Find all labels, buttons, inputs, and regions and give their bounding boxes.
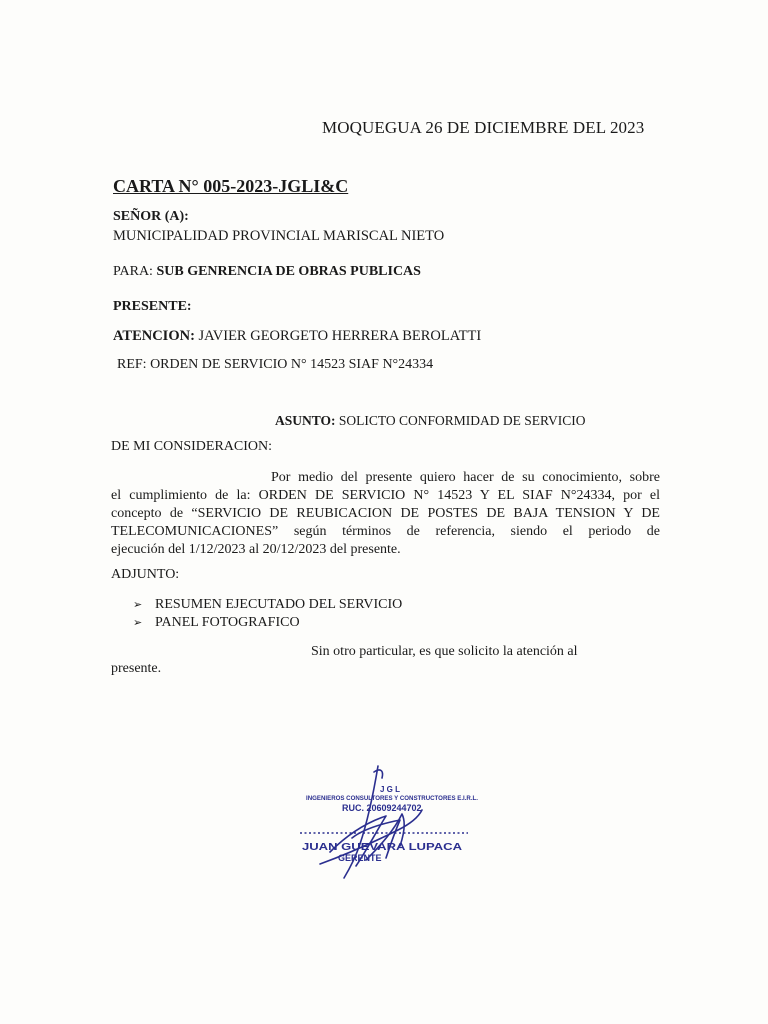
letter-number: CARTA N° 005-2023-JGLI&C bbox=[113, 176, 349, 196]
recipient-name: MUNICIPALIDAD PROVINCIAL MARISCAL NIETO bbox=[113, 228, 445, 244]
list-item-label: RESUMEN EJECUTADO DEL SERVICIO bbox=[155, 597, 403, 612]
stamp-ruc: RUC. 20609244702 bbox=[342, 803, 422, 813]
attachments-list bbox=[133, 596, 402, 632]
arrow-bullet-icon: ➢ bbox=[133, 616, 143, 629]
attachments-label: ADJUNTO: bbox=[111, 567, 180, 582]
recipient-label: SEÑOR (A): bbox=[113, 209, 189, 224]
to-line bbox=[113, 264, 421, 280]
body-line: Por medio del presente quiero hacer de su conocimiento, sobre bbox=[271, 470, 660, 485]
stamp-company-short: J G L bbox=[379, 785, 401, 794]
closing-line-1: Sin otro particular, es que solicito la atención al bbox=[311, 644, 578, 659]
attention-line bbox=[113, 328, 481, 345]
subject-line bbox=[275, 413, 585, 429]
closing-line-2: presente. bbox=[111, 661, 162, 676]
salutation: DE MI CONSIDERACION: bbox=[111, 439, 272, 454]
body-line: TELECOMUNICACIONES” según términos de referencia, siendo el periodo de bbox=[111, 524, 660, 539]
subject-label: ASUNTO: bbox=[275, 413, 336, 428]
signature-stamp bbox=[290, 760, 490, 885]
attention-value: JAVIER GEORGETO HERRERA BEROLATTI bbox=[194, 328, 482, 344]
greeting-label: PRESENTE: bbox=[113, 299, 192, 314]
to-value: SUB GENRENCIA DE OBRAS PUBLICAS bbox=[156, 264, 421, 279]
reference-line: REF: ORDEN DE SERVICIO N° 14523 SIAF N°24334 bbox=[117, 357, 434, 372]
body-line: ejecución del 1/12/2023 al 20/12/2023 del presente. bbox=[111, 542, 401, 557]
attention-label: ATENCION: bbox=[113, 328, 195, 344]
stamp-company: INGENIEROS CONSULTORES Y CONSTRUCTORES E.I.R.L. bbox=[306, 796, 479, 802]
stamp-role: GERENTE bbox=[338, 853, 382, 863]
subject-value: SOLICTO CONFORMIDAD DE SERVICIO bbox=[335, 413, 586, 428]
arrow-bullet-icon: ➢ bbox=[133, 598, 143, 611]
list-item bbox=[133, 596, 402, 614]
list-item-label: PANEL FOTOGRAFICO bbox=[155, 615, 300, 630]
letter-date: MOQUEGUA 26 DE DICIEMBRE DEL 2023 bbox=[322, 118, 645, 137]
stamp-signer: JUAN GUEVARA LUPACA bbox=[302, 841, 463, 853]
list-item bbox=[133, 614, 402, 632]
body-line: el cumplimiento de la: ORDEN DE SERVICIO N° 14523 Y EL SIAF N°24334, por el bbox=[111, 488, 660, 503]
body-line: concepto de “SERVICIO DE REUBICACION DE POSTES DE BAJA TENSION Y DE bbox=[111, 506, 660, 521]
body-paragraph bbox=[111, 469, 660, 559]
to-label: PARA: bbox=[113, 264, 157, 279]
